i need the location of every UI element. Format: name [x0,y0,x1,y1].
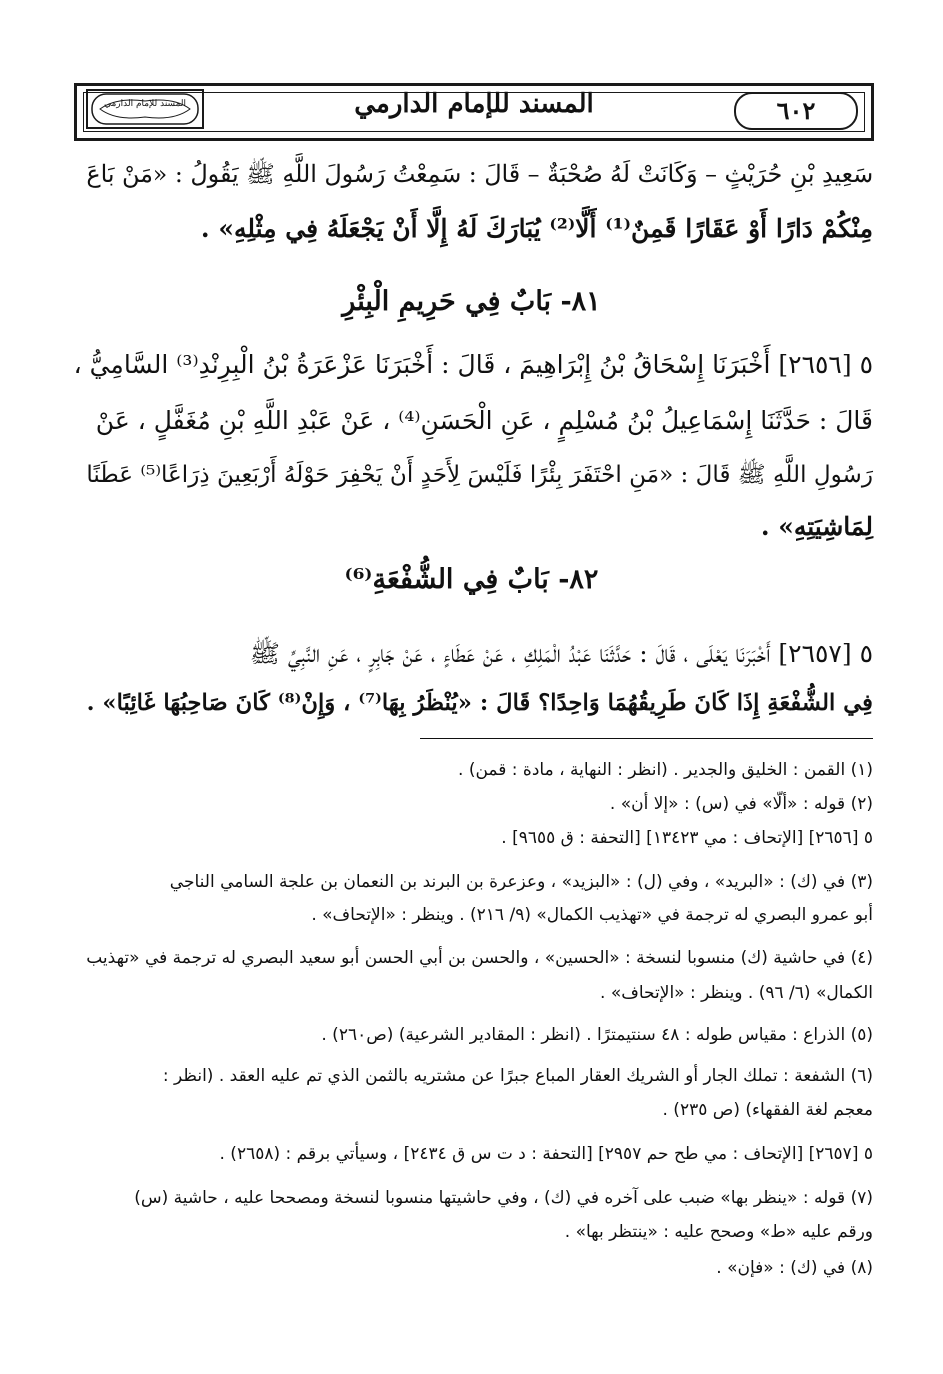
chapter-heading: ٨٢- بَابٌ فِي الشُّفْعَةِ⁽⁶⁾ [344,564,599,595]
text-line: ٥ [٢٦٥٦] أَخْبَرَنَا إِسْحَاقُ بْنُ إِبْرَاهِيمَ ، قَالَ : أَخْبَرَنَا عَزْعَرَةُ بْنُ الْبِرِنْدِ⁽³⁾ السَّامِيُّ ، [73,350,873,379]
footnote-divider [420,738,873,739]
text-line: لِمَاشِيَتِهِ» . [760,512,873,541]
footnote-line: (٢) قوله : «ألّا» في (س) : «إلا أن» . [609,794,873,814]
footnote-line: ورقم عليه «ط» وصحح عليه : «ينتظر بها» . [564,1222,873,1242]
book-seal-icon [86,89,204,129]
footnote-line: أبو عمرو البصري له ترجمة في «تهذيب الكمال» (٩/ ٢١٦) . وينظر : «الإتحاف» . [311,905,873,925]
text-line: رَسُولِ اللَّهِ ﷺ قَالَ : «مَنِ احْتَفَرَ بِئْرًا فَلَيْسَ لِأَحَدٍ أَنْ يَحْفِرَ حَوْلَهُ أَرْبَعِينَ ذِرَاعًا⁽⁵⁾ عَطَنًا [86,462,873,488]
footnote-line: (٣) في (ك) : «البريد» ، وفي (ل) : «البزيد» ، وعزعرة بن البرند بن النعمان بن علجة السامي الناجي [169,872,873,892]
text-line: قَالَ : حَدَّثَنَا إِسْمَاعِيلُ بْنُ مُسْلِمٍ ، عَنِ الْحَسَنِ⁽⁴⁾ ، عَنْ عَبْدِ اللَّهِ بْنِ مُغَفَّلٍ ، عَنْ [95,406,873,435]
footnote-line: (٦) الشفعة : تملك الجار أو الشريك العقار المباع جبرًا عن مشتريه بالثمن الذي تم عليه العقد . (انظر : [162,1066,873,1086]
chapter-heading: ٨١- بَابٌ فِي حَرِيمِ الْبِئْرِ [342,286,601,317]
text-line: سَعِيدِ بْنِ حُرَيْثٍ – وَكَانَتْ لَهُ صُحْبَةٌ – قَالَ : سَمِعْتُ رَسُولَ اللَّهِ ﷺ يَقُولُ : «مَنْ بَاعَ [86,160,873,188]
page-title: المسند للإمام الدارمي [354,89,594,119]
seal-text: المسند للإمام الدارمي [103,99,187,109]
footnotes [70,760,873,1320]
footnote-line: (٤) في حاشية (ك) منسوبا لنسخة : «الحسين» ، والحسن بن أبي الحسن أبو سعيد البصري له ترجمة في «تهذيب [86,948,873,968]
footnote-line: ٥ [٢٦٥٧] [الإتحاف : مي طح حم ٢٩٥٧] [التحفة : د ت س ق ٢٤٣٤] ، وسيأتي برقم : (٢٦٥٨) . [219,1144,873,1164]
footnote-line: (٧) قوله : «ينظر بها» ضبب على آخره في (ك) ، وفي حاشيتها منسوبا لنسخة ومصححا عليه ، حاشية (س) [134,1188,873,1208]
page-number: ٦٠٢ [734,92,858,130]
text-line: ٥ [٢٦٥٧] أَخْبَرَنَا يَعْلَى ، قَالَ : حَدَّثَنَا عَبْدُ الْمَلِكِ ، عَنْ عَطَاءٍ ، عَنْ جَابِرٍ ، عَنِ النَّبِيِّ ﷺ [249,639,873,668]
footnote-line: (١) القمن : الخليق والجدير . (انظر : النهاية ، مادة : قمن) . [458,760,873,780]
footnote-line: ٥ [٢٦٥٦] [الإتحاف : مي ١٣٤٢٣] [التحفة : ق ٩٦٥٥] . [501,828,873,848]
main-text [70,160,873,720]
text-line: فِي الشُّفْعَةِ إِذَا كَانَ طَرِيقُهُمَا وَاحِدًا؟ قَالَ : «يُنْظَرُ بِهَا⁽⁷⁾ ، وَإِنْ⁽⁸⁾ كَانَ صَاحِبُهَا غَائِبًا» . [86,690,873,716]
footnote-line: (٨) في (ك) : «فإن» . [716,1258,873,1278]
footnote-line: معجم لغة الفقهاء) (ص ٢٣٥) . [662,1100,873,1120]
footnote-line: الكمال» (٦/ ٩٦) . وينظر : «الإتحاف» . [600,983,873,1003]
footnote-line: (٥) الذراع : مقياس طوله : ٤٨ سنتيمترًا . (انظر : المقادير الشرعية) (ص٢٦٠) . [321,1025,873,1045]
text-line: مِنْكُمْ دَارًا أَوْ عَقَارًا قَمِنٌ⁽¹⁾ أَلَّا⁽²⁾ يُبَارَكَ لَهُ إِلَّا أَنْ يَجْعَلَهُ فِي مِثْلِهِ» . [200,214,873,243]
page-header [74,83,874,141]
